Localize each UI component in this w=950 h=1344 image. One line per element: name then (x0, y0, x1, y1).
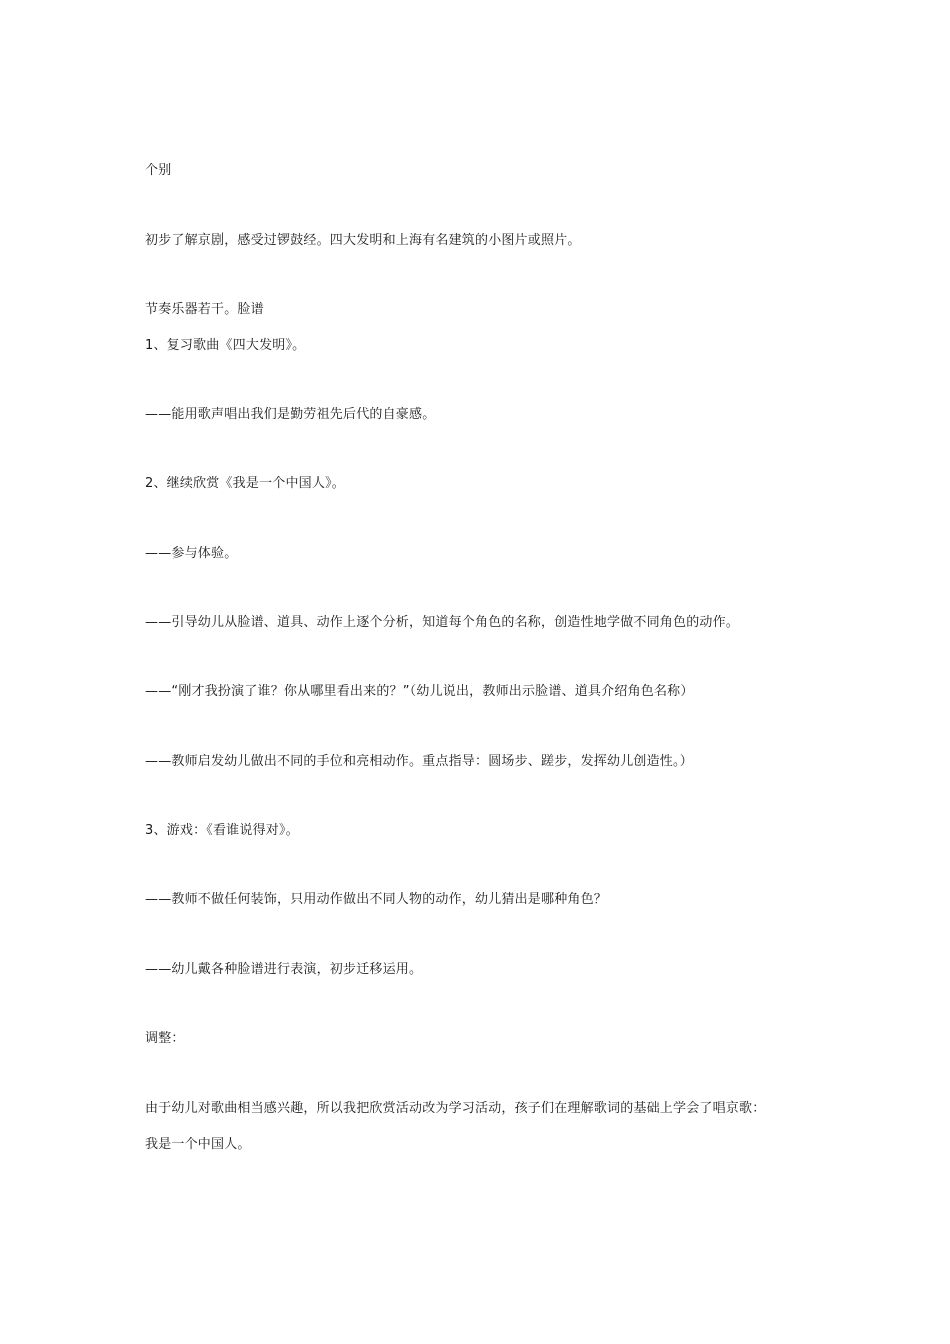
text-line-step-2-detail-1: ——参与体验。 (145, 546, 238, 561)
text-line-step-3: 3、游戏：《看谁说得对》。 (145, 823, 299, 838)
text-line-materials: 节奏乐器若干。脸谱 (145, 302, 264, 317)
text-line-grouping: 个别 (145, 163, 172, 178)
text-line-step-2: 2、继续欣赏《我是一个中国人》。 (145, 476, 345, 491)
text-line-step-1: 1、复习歌曲《四大发明》。 (145, 338, 306, 353)
text-line-step-1-detail: ——能用歌声唱出我们是勤劳祖先后代的自豪感。 (145, 407, 436, 422)
text-line-step-3-detail-2: ——幼儿戴各种脸谱进行表演，初步迁移运用。 (145, 962, 423, 977)
text-line-step-2-detail-2: ——引导幼儿从脸谱、道具、动作上逐个分析，知道每个角色的名称，创造性地学做不同角色的动作。 (145, 615, 740, 630)
text-line-step-2-detail-4: ——教师启发幼儿做出不同的手位和亮相动作。重点指导：圆场步、蹉步，发挥幼儿创造性。） (145, 754, 693, 769)
text-line-adjustment-body: 由于幼儿对歌曲相当感兴趣，所以我把欣赏活动改为学习活动，孩子们在理解歌词的基础上学会了唱京歌： (145, 1101, 766, 1116)
text-line-step-2-detail-3: ——“刚才我扮演了谁？你从哪里看出来的？”（幼儿说出，教师出示脸谱、道具介绍角色名称） (145, 684, 694, 699)
text-line-preparation: 初步了解京剧，感受过锣鼓经。四大发明和上海有名建筑的小图片或照片。 (145, 233, 581, 248)
text-line-adjustment-heading: 调整： (145, 1031, 185, 1046)
text-line-adjustment-body-end: 我是一个中国人。 (145, 1137, 251, 1152)
text-line-step-3-detail-1: ——教师不做任何装饰，只用动作做出不同人物的动作，幼儿猜出是哪种角色？ (145, 892, 608, 907)
